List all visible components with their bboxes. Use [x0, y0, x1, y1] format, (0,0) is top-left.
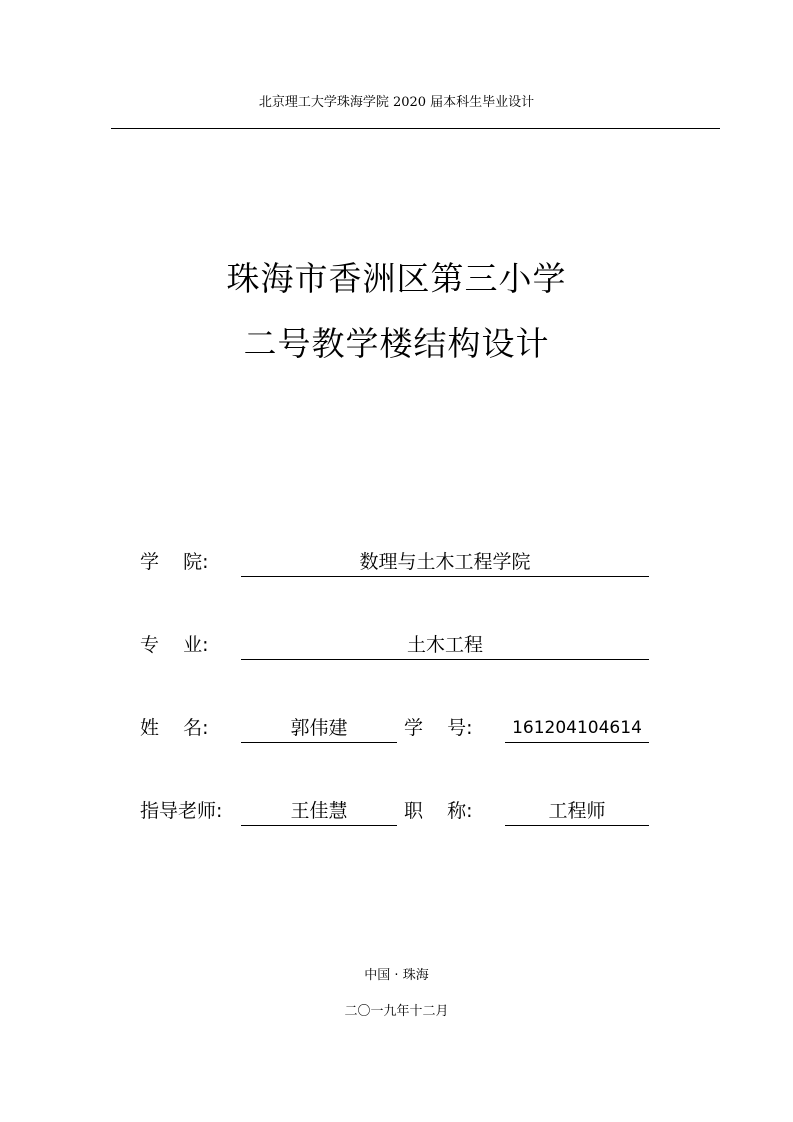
- advisor-field: 王佳慧: [241, 797, 397, 826]
- college-field: 数理与土木工程学院: [241, 548, 649, 577]
- rank-field: 工程师: [505, 797, 649, 826]
- name-label: 姓 名:: [140, 717, 209, 739]
- header-divider: [111, 128, 720, 129]
- name-field: 郭伟建: [241, 714, 397, 743]
- advisor-label: 指导老师:: [140, 800, 223, 822]
- footer-location: 中国 · 珠海: [364, 968, 429, 983]
- college-label: 学 院:: [140, 551, 209, 573]
- footer-date: 二〇一九年十二月: [344, 1004, 449, 1019]
- rank-label: 职 称:: [404, 800, 473, 822]
- thesis-title-line-2: 二号教学楼结构设计: [243, 324, 550, 363]
- major-label: 专 业:: [140, 634, 209, 656]
- major-field: 土木工程: [241, 631, 649, 660]
- student-id-field: 161204104614: [505, 714, 649, 743]
- thesis-title-line-1: 珠海市香洲区第三小学: [226, 259, 567, 298]
- running-header: 北京理工大学珠海学院 2020 届本科生毕业设计: [258, 95, 535, 110]
- student-id-label: 学 号:: [404, 717, 473, 739]
